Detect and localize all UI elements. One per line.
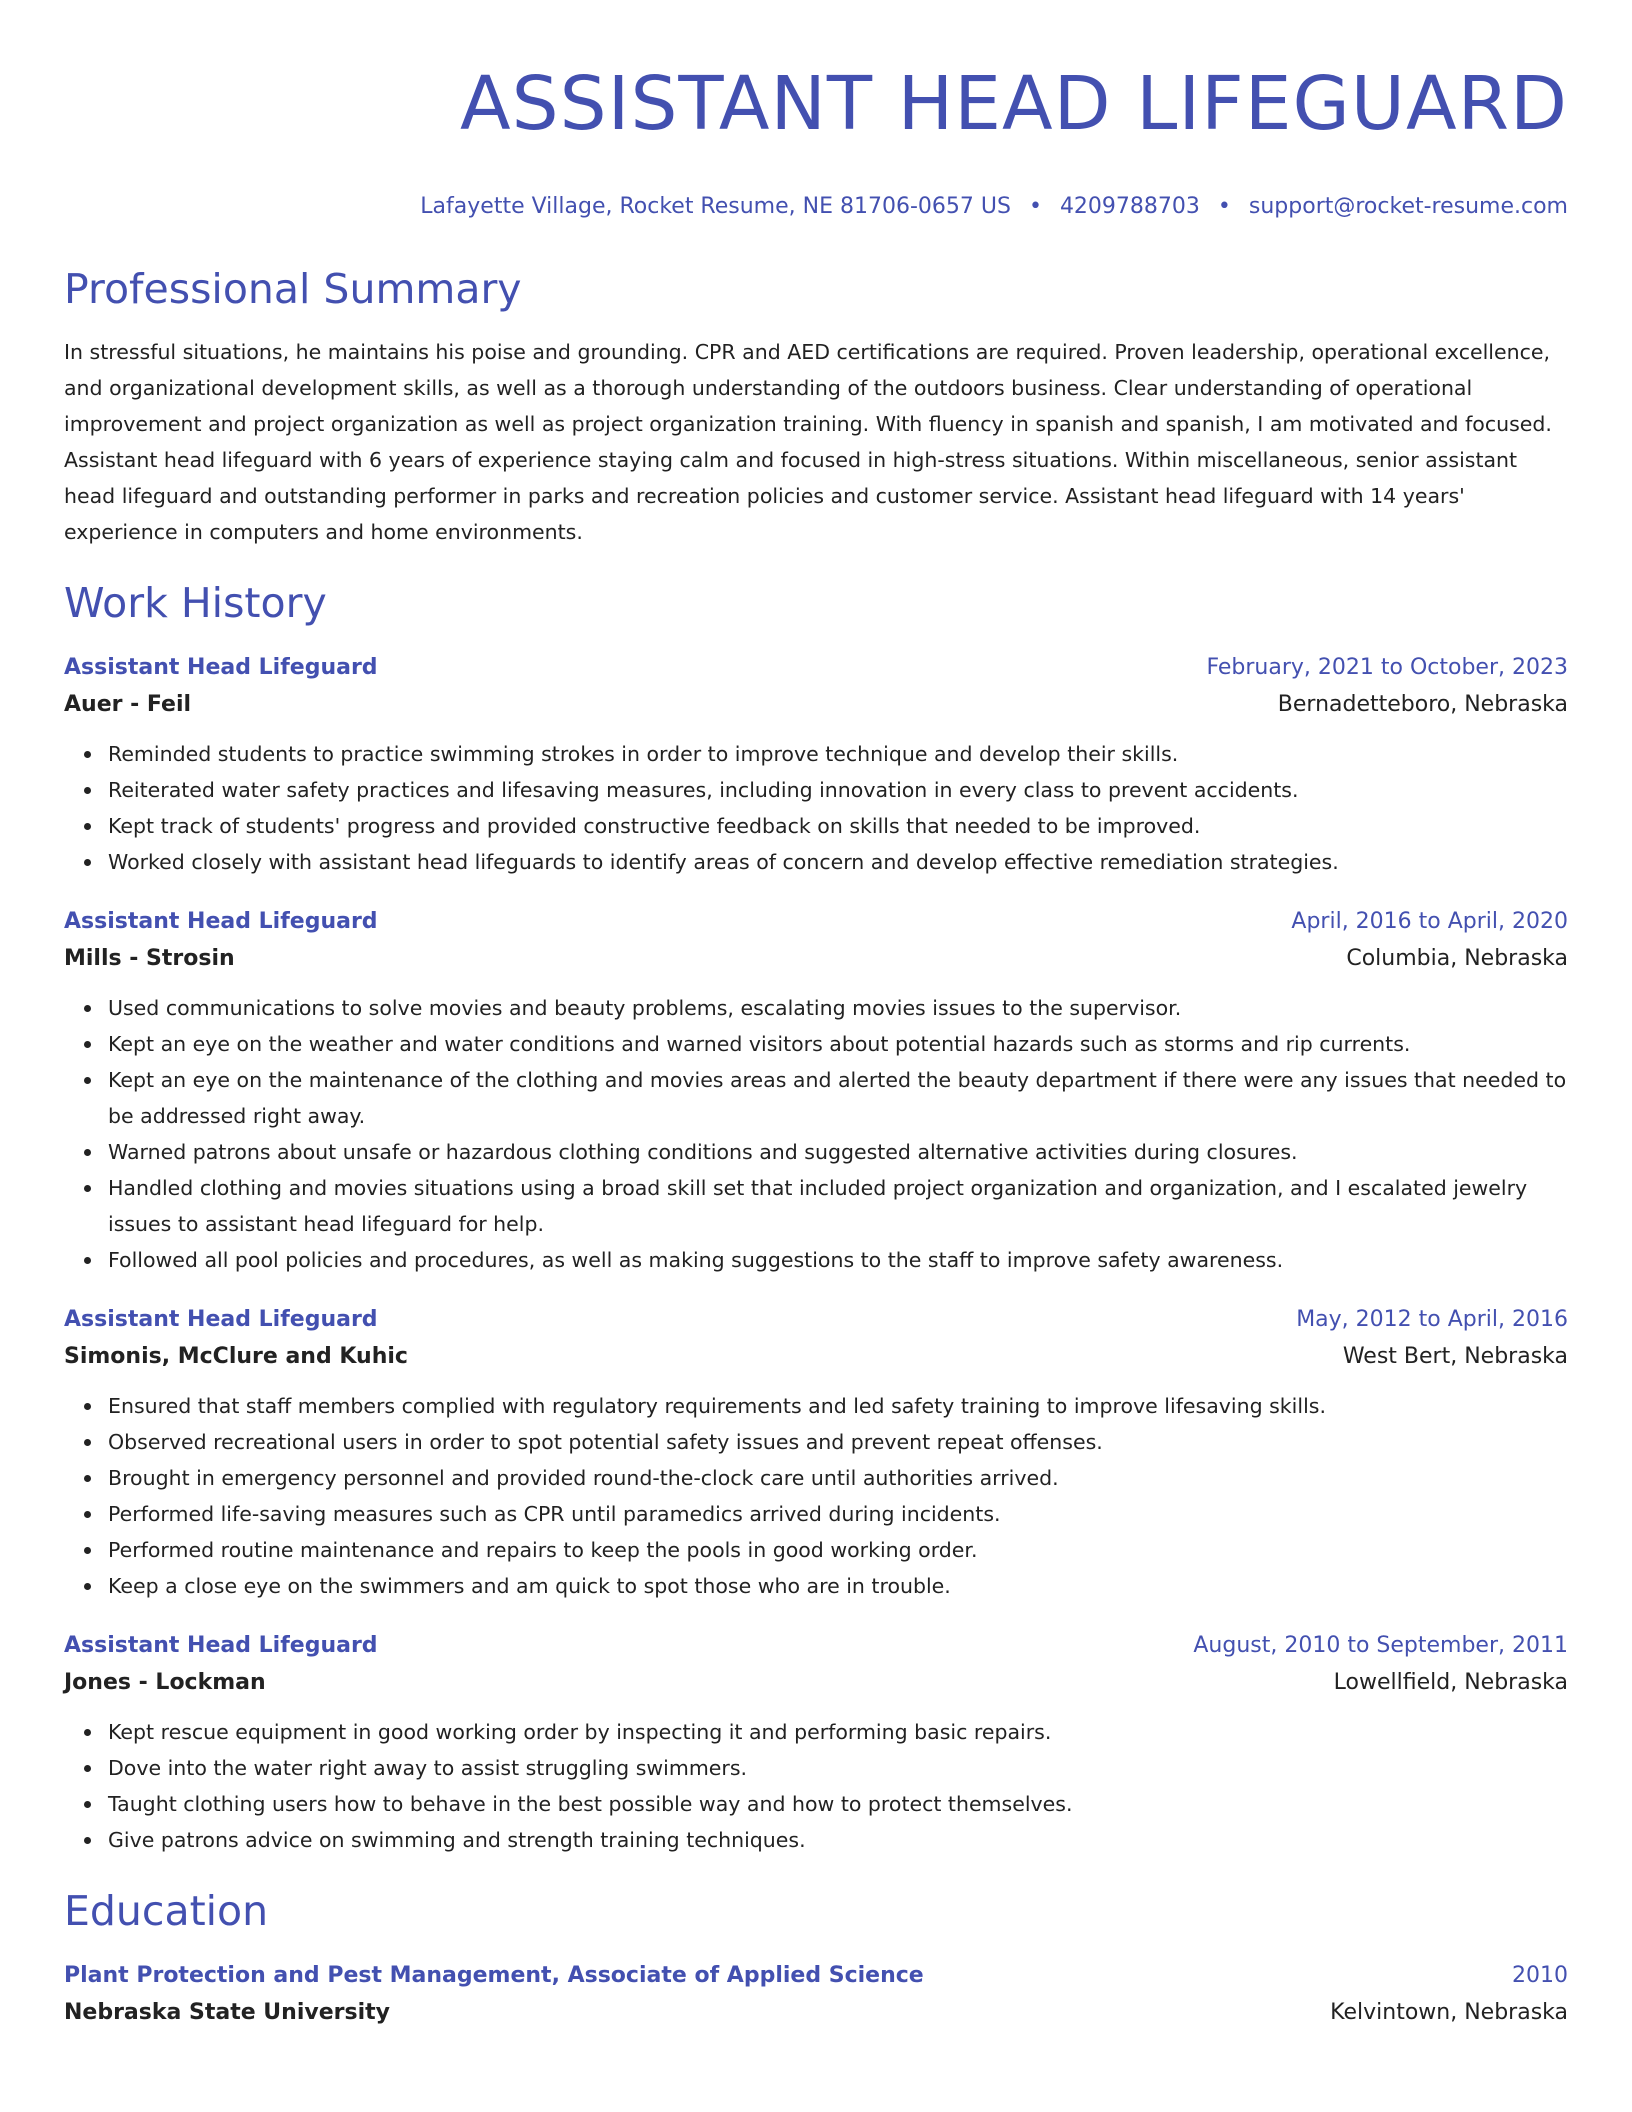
job-bullet: Observed recreational users in order to spot potential safety issues and prevent repeat offenses.	[108, 1424, 1568, 1460]
summary-text: In stressful situations, he maintains his poise and grounding. CPR and AED certifications are required. Proven leadership, operational excellence, and organizational development skills, as well as a thorough understanding of the outdoors business. Clear understanding of operational improvement and project organization as well as project organization training. With fluency in spanish and spanish, I am motivated and focused. Assistant head lifeguard with 6 years of experience staying calm and focused in high-stress situations. Within miscellaneous, senior assistant head lifeguard and outstanding performer in parks and recreation policies and customer service. Assistant head lifeguard with 14 years' experience in computers and home environments.	[64, 340, 1552, 544]
job-bullet: Handled clothing and movies situations using a broad skill set that included project organization and organization, and I escalated jewelry issues to assistant head lifeguard for help.	[108, 1170, 1568, 1242]
contact-address: Lafayette Village, Rocket Resume, NE 81706-0657 US	[420, 194, 1011, 219]
job-dates: May, 2012 to April, 2016	[1296, 1307, 1568, 1332]
contact-separator: •	[1028, 194, 1042, 219]
job-bullet: Dove into the water right away to assist struggling swimmers.	[108, 1750, 1568, 1786]
work-history-heading: Work History	[64, 579, 327, 627]
job-bullet: Kept an eye on the weather and water conditions and warned visitors about potential hazards such as storms and rip currents.	[108, 1026, 1568, 1062]
job-location: Bernadetteboro, Nebraska	[1277, 692, 1568, 717]
contact-line	[64, 192, 1568, 222]
education-degree: Plant Protection and Pest Management, Associate of Applied Science	[64, 1963, 924, 1988]
job-entry	[64, 1302, 1568, 1604]
job-bullets	[64, 1714, 1568, 1858]
resume-header	[64, 60, 1568, 222]
job-bullet: Reminded students to practice swimming strokes in order to improve technique and develop their skills.	[108, 736, 1568, 772]
contact-phone: 4209788703	[1059, 194, 1200, 219]
job-title: Assistant Head Lifeguard	[64, 1307, 378, 1332]
job-bullet: Ensured that staff members complied with regulatory requirements and led safety training to improve lifesaving skills.	[108, 1388, 1568, 1424]
job-location: Columbia, Nebraska	[1346, 946, 1568, 971]
job-bullet: Followed all pool policies and procedures, as well as making suggestions to the staff to improve safety awareness.	[108, 1242, 1568, 1278]
summary-heading: Professional Summary	[64, 265, 522, 313]
job-location: West Bert, Nebraska	[1342, 1344, 1568, 1369]
job-company: Jones - Lockman	[64, 1670, 266, 1695]
job-bullet: Used communications to solve movies and beauty problems, escalating movies issues to the supervisor.	[108, 990, 1568, 1026]
job-location: Lowellfield, Nebraska	[1333, 1670, 1568, 1695]
resume-name: ASSISTANT HEAD LIFEGUARD	[460, 61, 1568, 147]
job-bullet: Performed life-saving measures such as CPR until paramedics arrived during incidents.	[108, 1496, 1568, 1532]
education-location: Kelvintown, Nebraska	[1330, 2000, 1568, 2025]
job-bullet: Give patrons advice on swimming and strength training techniques.	[108, 1822, 1568, 1858]
job-title: Assistant Head Lifeguard	[64, 655, 378, 680]
job-dates: February, 2021 to October, 2023	[1206, 655, 1568, 680]
education-entry	[64, 1958, 1568, 2032]
job-entry	[64, 1628, 1568, 1858]
education-school: Nebraska State University	[64, 2000, 390, 2025]
job-company: Mills - Strosin	[64, 946, 235, 971]
job-bullet: Taught clothing users how to behave in the best possible way and how to protect themselves.	[108, 1786, 1568, 1822]
job-bullets	[64, 990, 1568, 1278]
job-dates: August, 2010 to September, 2011	[1193, 1633, 1568, 1658]
job-company: Auer - Feil	[64, 692, 192, 717]
work-history-list	[64, 650, 1568, 1858]
job-entry	[64, 904, 1568, 1278]
job-bullets	[64, 1388, 1568, 1604]
job-bullet: Performed routine maintenance and repairs to keep the pools in good working order.	[108, 1532, 1568, 1568]
job-title: Assistant Head Lifeguard	[64, 1633, 378, 1658]
education-heading: Education	[64, 1887, 269, 1935]
job-bullet: Kept an eye on the maintenance of the clothing and movies areas and alerted the beauty department if there were any issues that needed to be addressed right away.	[108, 1062, 1568, 1134]
job-bullet: Brought in emergency personnel and provided round-the-clock care until authorities arrived.	[108, 1460, 1568, 1496]
job-company: Simonis, McClure and Kuhic	[64, 1344, 408, 1369]
job-bullet: Kept track of students' progress and provided constructive feedback on skills that needed to be improved.	[108, 808, 1568, 844]
job-bullet: Warned patrons about unsafe or hazardous clothing conditions and suggested alternative activities during closures.	[108, 1134, 1568, 1170]
job-bullet: Keep a close eye on the swimmers and am quick to spot those who are in trouble.	[108, 1568, 1568, 1604]
job-bullet: Reiterated water safety practices and lifesaving measures, including innovation in every class to prevent accidents.	[108, 772, 1568, 808]
job-bullet: Kept rescue equipment in good working order by inspecting it and performing basic repairs.	[108, 1714, 1568, 1750]
job-entry	[64, 650, 1568, 880]
contact-separator: •	[1217, 194, 1231, 219]
job-dates: April, 2016 to April, 2020	[1291, 909, 1568, 934]
job-title: Assistant Head Lifeguard	[64, 909, 378, 934]
job-bullets	[64, 736, 1568, 880]
education-year: 2010	[1512, 1963, 1568, 1988]
job-bullet: Worked closely with assistant head lifeguards to identify areas of concern and develop effective remediation strategies.	[108, 844, 1568, 880]
contact-email: support@rocket-resume.com	[1248, 194, 1568, 219]
